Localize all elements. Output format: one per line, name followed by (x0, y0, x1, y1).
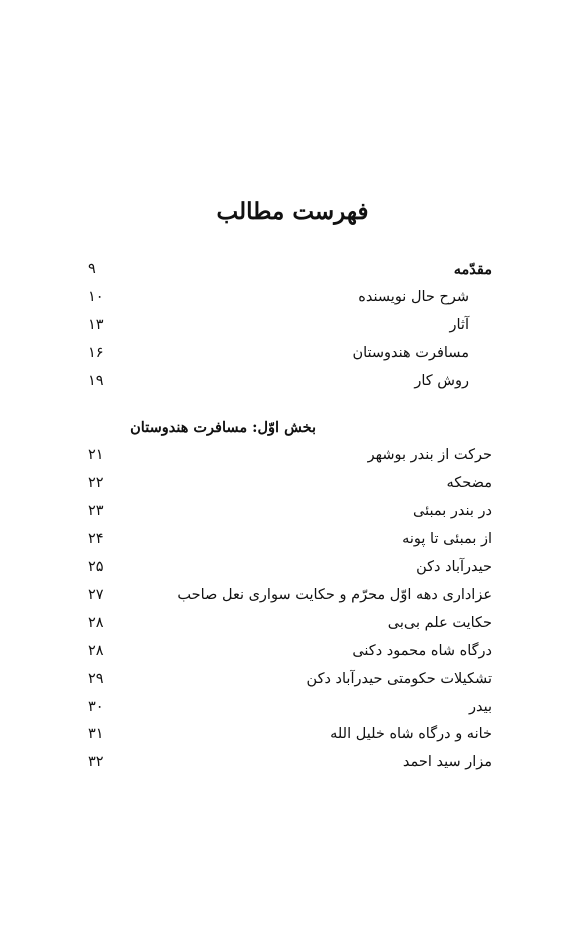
toc-entry-page: ۲۳ (88, 503, 104, 519)
toc-entry (0, 498, 585, 525)
toc-entry-page: ۳۱ (88, 726, 104, 742)
toc-entry-page: ۲۸ (88, 615, 104, 631)
toc-entry-label: درگاه شاه محمود دکنی (352, 643, 492, 659)
section-heading-label: بخش اوّل: مسافرت هندوستان (130, 419, 316, 436)
page-title: فهرست مطالب (216, 198, 369, 225)
toc-entry-page: ۲۷ (88, 587, 104, 603)
toc-entry (0, 610, 585, 637)
toc-entry-page: ۲۱ (88, 447, 104, 463)
toc-entry (0, 368, 585, 395)
toc-entry-label: مقدّمه (453, 261, 492, 278)
toc-entry (0, 554, 585, 581)
toc-entry-label: مضحکه (446, 475, 492, 491)
toc-entry-label: عزاداری دهه اوّل محرّم و حکایت سواری نعل صاحب (177, 587, 492, 603)
toc-entry (0, 442, 585, 469)
toc-entry (0, 721, 585, 748)
toc-entry (0, 638, 585, 665)
toc-entry-page: ۱۰ (88, 289, 104, 305)
toc-entry-page: ۱۹ (88, 373, 104, 389)
toc-entry-label: مسافرت هندوستان (352, 345, 469, 361)
toc-entry-page: ۲۴ (88, 531, 104, 547)
toc-entry-page: ۲۹ (88, 671, 104, 687)
toc-entry-page: ۲۵ (88, 559, 104, 575)
toc-entry-page: ۹ (88, 261, 96, 277)
toc-entry-label: تشکیلات حکومتی حیدرآباد دکن (306, 671, 492, 687)
toc-entry-label: شرح حال نویسنده (358, 289, 469, 305)
toc-entry-page: ۱۳ (88, 317, 104, 333)
toc-entry (0, 340, 585, 367)
toc-entry (0, 749, 585, 776)
toc-entry (0, 470, 585, 497)
toc-entry-label: حیدرآباد دکن (416, 559, 492, 575)
toc-entry-page: ۳۰ (88, 699, 104, 715)
toc-entry-label: حرکت از بندر بوشهر (367, 447, 492, 463)
toc-entry (0, 666, 585, 693)
toc-entry-introduction (0, 256, 585, 283)
toc-entry-label: خانه و درگاه شاه خلیل الله (330, 726, 492, 742)
toc-entry (0, 694, 585, 721)
toc-entry-label: آثار (449, 317, 469, 333)
toc-entry-label: مزار سید احمد (402, 754, 492, 770)
toc-entry-page: ۲۸ (88, 643, 104, 659)
toc-entry (0, 312, 585, 339)
toc-entry-label: بیدر (468, 699, 492, 715)
toc-entry-page: ۳۲ (88, 754, 104, 770)
toc-entry-label: روش کار (414, 373, 469, 389)
toc-entry (0, 526, 585, 553)
toc-entry-label: در بندر بمبئی (413, 503, 492, 519)
toc-entry (0, 582, 585, 609)
toc-entry-label: از بمبئی تا پونه (402, 531, 492, 547)
toc-entry-page: ۱۶ (88, 345, 104, 361)
toc-entry-page: ۲۲ (88, 475, 104, 491)
toc-entry-label: حکایت علم بی‌بی (387, 615, 492, 631)
toc-entry (0, 284, 585, 311)
